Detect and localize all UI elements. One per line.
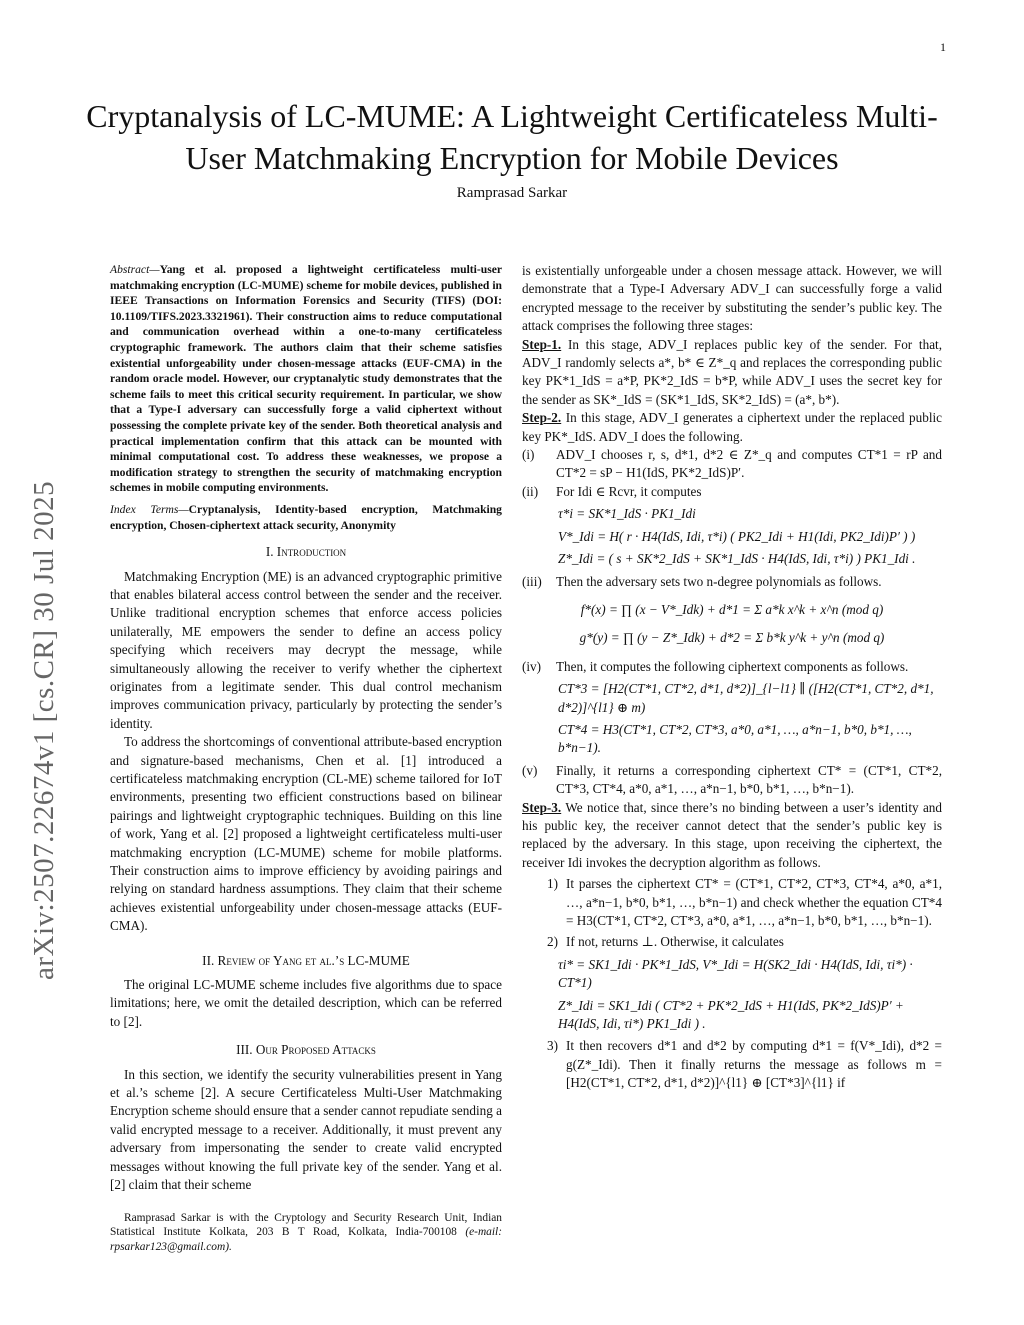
step-2-label: Step-2.: [522, 410, 562, 426]
footnote-text: Ramprasad Sarkar is with the Cryptology and Security Research Unit, Indian Statistical Institute Kolkata, 203 B T Road, Kolkata, India-700108: [110, 1211, 502, 1239]
item-label: 2): [547, 934, 558, 950]
step-3: [522, 799, 942, 873]
equation-ct4: CT*4 = H3(CT*1, CT*2, CT*3, a*0, a*1, …, a*n−1, b*0, b*1, …, b*n−1).: [558, 721, 912, 756]
index-terms: [110, 502, 502, 533]
equation-f: f*(x) = ∏ (x − V*_Idk) + d*1 = Σ a*k x^k + x^n (mod q): [580, 601, 884, 617]
intro-paragraph-1: Matchmaking Encryption (ME) is an advanced cryptographic primitive that enables bilateral access control between the sender and the receiver. Unlike traditional encryption schemes that enforce access policies unilaterally, ME empowers the sender to define an access policy specifying which receivers may decrypt the message, while simultaneously allowing the receiver to verify whether the ciphertext originates from a legitimate sender. This dual control mechanism improves communication privacy, particularly by protecting the sender’s identity.: [110, 568, 502, 731]
section-heading-review: II. Review of Yang et al.’s LC-MUME: [202, 952, 410, 968]
step-1-text: In this stage, ADV_I replaces public key of the sender. For that, ADV_I randomly selects a*, b* ∈ Z*_q and replaces the corresponding public key PK*1_IdS = a*P, PK*2_IdS = b*P, while ADV_I uses the secret key for the sender as SK*_IdS = (SK*1_IdS, SK*2_IdS) = (a*, b*).: [522, 336, 943, 407]
item-text: If not, returns ⊥. Otherwise, it calculates: [566, 934, 784, 950]
equation-tau: τ*i = SK*1_IdS · PK1_Idi: [558, 506, 696, 522]
step-2-item-i: [522, 446, 942, 483]
intro-paragraph-2: To address the shortcomings of conventional attribute-based encryption and signature-based mechanisms, Chen et al. [1] introduced a certificateless matchmaking encryption (CL-ME) scheme tailored for IoT environments, presenting two efficient constructions based on bilinear pairings and lightweight cryptographic techniques. Building on this line of work, Yang et al. [2] proposed a lightweight certificateless multi-user matchmaking encryption (LC-MUME) scheme for mobile platforms. Their construction aims to improve efficiency by avoiding pairings and relying on standard hardness assumptions. They claim that their scheme achieves existential unforgeability under chosen-message attacks (EUF-CMA).: [110, 734, 502, 934]
step-2-item-v: [522, 762, 942, 799]
page-number: 1: [940, 40, 946, 54]
index-terms-text: Cryptanalysis, Identity-based encryption, Matchmaking encryption, Chosen-ciphertext attack security, Anonymity: [110, 502, 502, 532]
equation-dec-1: τi* = SK1_Idi · PK*1_IdS, V*_Idi = H(SK2_Idi · H4(IdS, Idi, τi*) · CT*1): [558, 956, 913, 991]
review-paragraph: The original LC-MUME scheme includes five algorithms due to space limitations; here, we omit the detailed description, which can be referred to [2].: [110, 977, 502, 1029]
item-label: (i): [522, 447, 535, 463]
section-heading-introduction: I. Introduction: [265, 544, 347, 560]
item-label: (iii): [522, 573, 542, 589]
step-1-label: Step-1.: [522, 336, 562, 352]
step-3-label: Step-3.: [522, 799, 562, 815]
attack-paragraph: In this section, we identify the security vulnerabilities present in Yang et al.’s scheme [2]. A secure Certificateless Multi-User Matchmaking Encryption scheme should ensure that a sender cannot repudiate sending a valid encrypted message to a receiver. Additionally, it must prevent any adversary from impersonating the sender to create valid encrypted messages without knowing the full private key of the sender. Yang et al. [2] claim that their scheme: [110, 1066, 502, 1193]
abstract: [110, 262, 502, 496]
abstract-text: Yang et al. proposed a lightweight certificateless multi-user matchmaking encryption (LC-MUME) scheme for mobile devices, published in IEEE Transactions on Information Forensics and Security (TIFS) (DOI: 10.1109/TIFS.2023.3321961). Their construction aims to reduce computational and communication overhead within a one-to-many certificateless cryptographic framework. The authors claim that their scheme satisfies existential unforgeability under chosen-message attacks (EUF-CMA) in the random oracle model. However, our cryptanalytic study demonstrates that the scheme fails to meet this critical security requirement. In particular, we show that a Type-I adversary can successfully forge a valid ciphertext without possessing the complete private key of the sender. Both theoretical analysis and practical implementation confirm that this attack can be mounted with minimal computational cost. To address these weaknesses, we propose a modification strategy to strengthen the security of matchmaking encryption schemes in mobile computing environments.: [110, 263, 502, 495]
arxiv-identifier: arXiv:2507.22674v1 [cs.CR] 30 Jul 2025: [28, 480, 60, 980]
step-2: [522, 409, 942, 446]
equation-g: g*(y) = ∏ (y − Z*_Idk) + d*2 = Σ b*k y^k + y^n (mod q): [579, 630, 885, 646]
right-column: [522, 262, 942, 1093]
equation-z: Z*_Idi = ( s + SK*2_IdS + SK*1_IdS · H4(IdS, Idi, τ*i) ) PK1_Idi .: [558, 551, 916, 567]
equation-v: V*_Idi = H( r · H4(IdS, Idi, τ*i) ( PK2_Idi + H1(Idi, PK2_Idi)P′ ) ): [558, 528, 916, 544]
author-footnote: [110, 1211, 502, 1255]
item-text: It then recovers d*1 and d*2 by computing d*1 = f(V*_Idi), d*2 = g(Z*_Idi). Then it finally returns the message as follows m = [H2(CT*1, CT*2, d*1, d*2)]^{l1} ⊕ [CT*3]^{l1} if: [566, 1038, 942, 1091]
step-3-item-2: [522, 933, 942, 951]
item-text: For Idi ∈ Rcvr, it computes: [556, 483, 702, 499]
paper-title: Cryptanalysis of LC-MUME: A Lightweight Certificateless Multi-User Matchmaking Encryption for Mobile Devices: [86, 98, 938, 176]
step-2-item-ii: [522, 483, 942, 501]
step-3-text: We notice that, since there’s no binding between a user’s identity and his public key, the receiver cannot detect that the sender’s public key is replaced by the adversary. In this stage, upon receiving the ciphertext, the receiver Idi invokes the decryption algorithm as follows.: [522, 799, 942, 870]
footnote-email: (e-mail: rpsarkar123@gmail.com).: [110, 1226, 502, 1253]
equation-dec-2: Z*_Idi = SK1_Idi ( CT*2 + PK*2_IdS + H1(IdS, PK*2_IdS)P′ + H4(IdS, Idi, τi*) PK1_Idi ) .: [558, 997, 904, 1032]
item-label: 3): [547, 1038, 558, 1054]
item-label: (iv): [522, 658, 542, 674]
step-2-item-iii: [522, 573, 942, 591]
step-1: [522, 336, 942, 410]
item-text: ADV_I chooses r, s, d*1, d*2 ∈ Z*_q and computes CT*1 = rP and CT*2 = sP − H1(IdS, PK*2_IdS)P′.: [556, 447, 942, 481]
section-heading-attacks: III. Our Proposed Attacks: [236, 1042, 376, 1058]
right-paragraph-1: is existentially unforgeable under a chosen message attack. However, we will demonstrate that a Type-I Adversary ADV_I can successfully forge a valid encrypted message to the receiver by substituting the sender’s public key. The attack comprises the following three stages:: [522, 263, 942, 334]
item-text: Finally, it returns a corresponding ciphertext CT* = (CT*1, CT*2, CT*3, CT*4, a*0, a*1, …, a*n−1, b*0, b*1, …, b*n−1).: [556, 762, 942, 797]
equation-ct3: CT*3 = [H2(CT*1, CT*2, d*1, d*2)]_{l−l1} ∥ ([H2(CT*1, CT*2, d*1, d*2)]^{l1} ⊕ m): [558, 681, 934, 715]
item-text: It parses the ciphertext CT* = (CT*1, CT*2, CT*3, CT*4, a*0, a*1, …, a*n−1, b*0, b*1, …, b*n−1) and check whether the equation CT*4 = H3(CT*1, CT*2, CT*3, a*0, a*1, …, a*n−1, b*0, b*1, …, b*n−1).: [566, 876, 942, 928]
step-3-item-3: [522, 1037, 942, 1092]
item-text: Then, it computes the following ciphertext components as follows.: [556, 658, 909, 674]
step-3-item-1: [522, 875, 942, 930]
author-name: Ramprasad Sarkar: [456, 185, 568, 201]
step-2-item-iv: [522, 658, 942, 676]
abstract-label: Abstract—: [110, 263, 160, 276]
left-column: [110, 262, 502, 1254]
item-label: (v): [522, 762, 538, 778]
step-2-text: In this stage, ADV_I generates a ciphertext under the replaced public key PK*_IdS. ADV_I does the following.: [522, 410, 942, 444]
item-label: 1): [547, 876, 558, 892]
item-text: Then the adversary sets two n-degree polynomials as follows.: [556, 573, 882, 589]
index-terms-label: Index Terms—: [110, 502, 189, 516]
item-label: (ii): [522, 483, 539, 499]
